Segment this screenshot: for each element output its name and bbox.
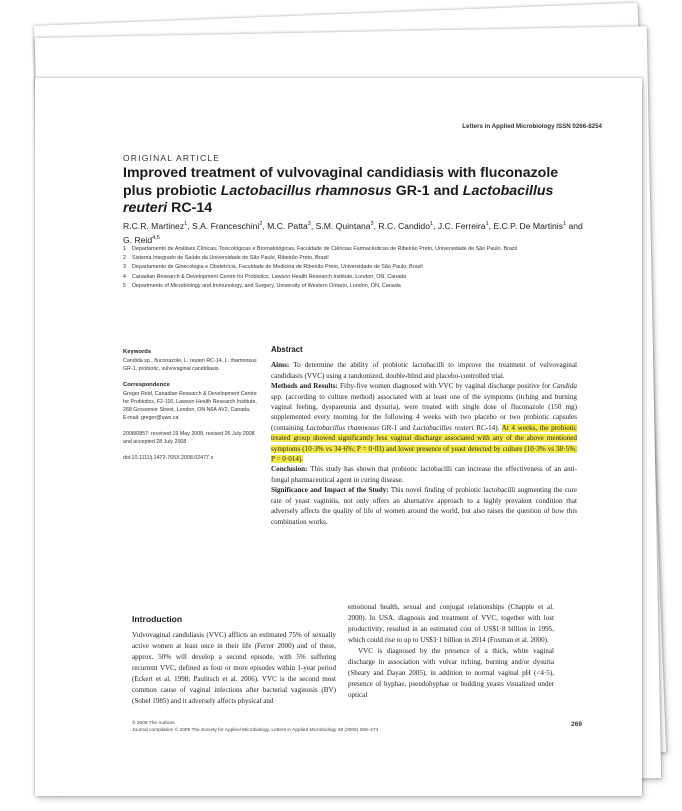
- page-number: 269: [571, 721, 582, 728]
- affiliation: 4 Canadian Research & Development Centre for Probiotics, Lawson Health Research Institute, London, ON, Canada: [123, 273, 407, 280]
- intro-column-left: Vulvovaginal candidiasis (VVC) afflicts an estimated 75% of sexually active women at least once in their life (Ferrer 2000) and of these, approx. 50% will develop a second episode, with 5% suffering recurrent VVC, defined as four or more episodes within 1-year period (Eckert et al. 1998; Paulitsch et al. 2006). VVC is the second most common cause of vaginal infections after bacterial vaginosis (BV) (Sobel 1985) and it adversely affects physical and: [132, 631, 336, 705]
- author: S.M. Quintana$^3$,: [315, 220, 379, 231]
- affiliation: 2 Sistema Integrado de Saúde da Universidade de São Paulo, Ribeirão Preto, Brazil: [123, 255, 329, 262]
- abstract: [271, 345, 577, 527]
- author: M.C. Patta$^3$,: [267, 220, 316, 231]
- affiliation: 5 Departments of Microbiology and Immunology, and Surgery, University of Western Ontario, London, ON, Canada: [123, 282, 401, 289]
- correspondence-heading: Correspondence: [123, 382, 170, 388]
- keywords-heading: Keywords: [123, 349, 152, 355]
- received-dates: 2008/0857: received 19 May 2008, revised 26 July 2008 and accepted 28 July 2008: [123, 431, 255, 445]
- abstract-conclusion: Conclusion: This study has shown that probiotic lactobacilli can increase the effectiveness of an anti-fungal pharmaceutical agent in curing disease.: [271, 465, 577, 484]
- intro-paragraph: VVC is diagnosed by the presence of a thick, white vaginal discharge in association with vulvar itching, burning and/or dysuria (Sheary and Dayan 2005), in addition to normal vaginal pH (<4·5), presence of hyphae, pseudohyphae or budding yeasts visualized under optical: [348, 647, 554, 699]
- author-list: [123, 218, 593, 247]
- author: E.C.P. De Martinis$^1$ and: [493, 220, 583, 231]
- affiliation: 3 Departamento de Ginecologia e Obstetrícia, Faculdade de Medicina de Ribeirão Preto, Universidade de São Paulo, Brazil: [123, 264, 423, 271]
- affiliation: 1 Departamento de Análises Clínicas, Toxicológicas e Bromatológicas, Faculdade de Ciências Farmacêuticas de Ribeirão Preto, Universidade de São Paulo, Brazil: [123, 246, 517, 252]
- abstract-significance: Significance and Impact of the Study: This novel finding of probiotic lactobacilli augmenting the cure rate of yeast vaginitis, not only offers an alternative approach to a highly prevalent condition that adversely affects the quality of life of women around the world, but also raises the question of how this combination works.: [271, 486, 577, 526]
- doi[interactable]: doi:10.1111/j.1472-765X.2008.02477.x: [123, 455, 214, 461]
- page-footer: © 2009 The Authors Journal compilation © 2009 The Society for Applied Microbiology, Letters in Applied Microbiology 48 (2009) 269–274: [132, 721, 379, 733]
- abstract-methods: Methods and Results: Fifty-five women diagnosed with VVC by vaginal discharge positive for Candida spp. (according to culture method) associated with at least one of the symptoms (itching and burning vaginal feeling, dyspareunia and dysuria), were treated with single dose of fluconazole (150 mg) supplemented every morning for the following 4 weeks with two placebo or two probiotic capsules (containing Lactobacillus rhamnosus GR-1 and Lactobacillus reuteri RC-14). At 4 weeks, the probiotic treated group showed significantly less vaginal discharge associated with any of the above mentioned symptoms (10·3% vs 34·6%; P = 0·03) and lower presence of yeast detected by culture (10·3% vs 38·5%; P = 0·014).: [271, 382, 577, 464]
- intro-column-right: [348, 602, 554, 701]
- article-page: [35, 78, 642, 796]
- article-title: Improved treatment of vulvovaginal candidiasis with fluconazole plus probiotic Lactobacillus rhamnosus GR-1 and Lactobacillus reuteri RC-14: [123, 165, 559, 216]
- abstract-aims: Aims: To determine the ability of probiotic lactobacilli to improve the treatment of vulvovaginal candidiasis (VVC) using a randomized, double-blind and placebo-controlled trial.: [271, 361, 577, 380]
- sidebar-metadata: [123, 348, 258, 470]
- author: G. Reid$^{4,5}$: [123, 235, 160, 246]
- journal-header: Letters in Applied Microbiology ISSN 0266-8254: [462, 123, 602, 130]
- affiliations: [123, 245, 593, 291]
- abstract-heading: Abstract: [271, 345, 303, 354]
- author: R.C.R. Martinez$^1$,: [123, 220, 192, 231]
- highlighted-result: At 4 weeks, the probiotic treated group showed significantly less vaginal discharge associated with any of the above mentioned symptoms (10·3% vs 34·6%; P = 0·03) and lower presence of yeast detected by culture (10·3% vs 38·5%; P = 0·014).: [271, 423, 577, 464]
- correspondence-text: Gregor Reid, Canadian Research & Development Centre for Probiotics, F2-116, Lawson Health Research Institute, 268 Grosvenor Street, London, ON N6A 4V2, Canada. E-mail: gregor@uwo.ca: [123, 391, 257, 421]
- keywords-text: Candida sp., fluconazole, L. reuteri RC-14, L. rhamnosus GR-1, probiotic, vulvovaginal candidiasis.: [123, 358, 257, 372]
- author: J.C. Ferreira$^1$,: [437, 220, 494, 231]
- author: S.A. Franceschini$^2$,: [191, 220, 268, 231]
- author: R.C. Candido$^1$,: [378, 220, 438, 231]
- email-link[interactable]: E-mail: gregor@uwo.ca: [123, 415, 179, 421]
- article-type: ORIGINAL ARTICLE: [123, 153, 221, 163]
- intro-paragraph: emotional health, sexual and conjugal relationships (Chapple et al. 2000). In USA, diagnosis and treatment of VVC, together with lost productivity, resulted in an estimated cost of US$1·8 billion in 1995, which could rise to up to US$3·1 billion in 2014 (Foxman et al. 2000).: [348, 603, 554, 644]
- introduction-heading: Introduction: [132, 614, 183, 624]
